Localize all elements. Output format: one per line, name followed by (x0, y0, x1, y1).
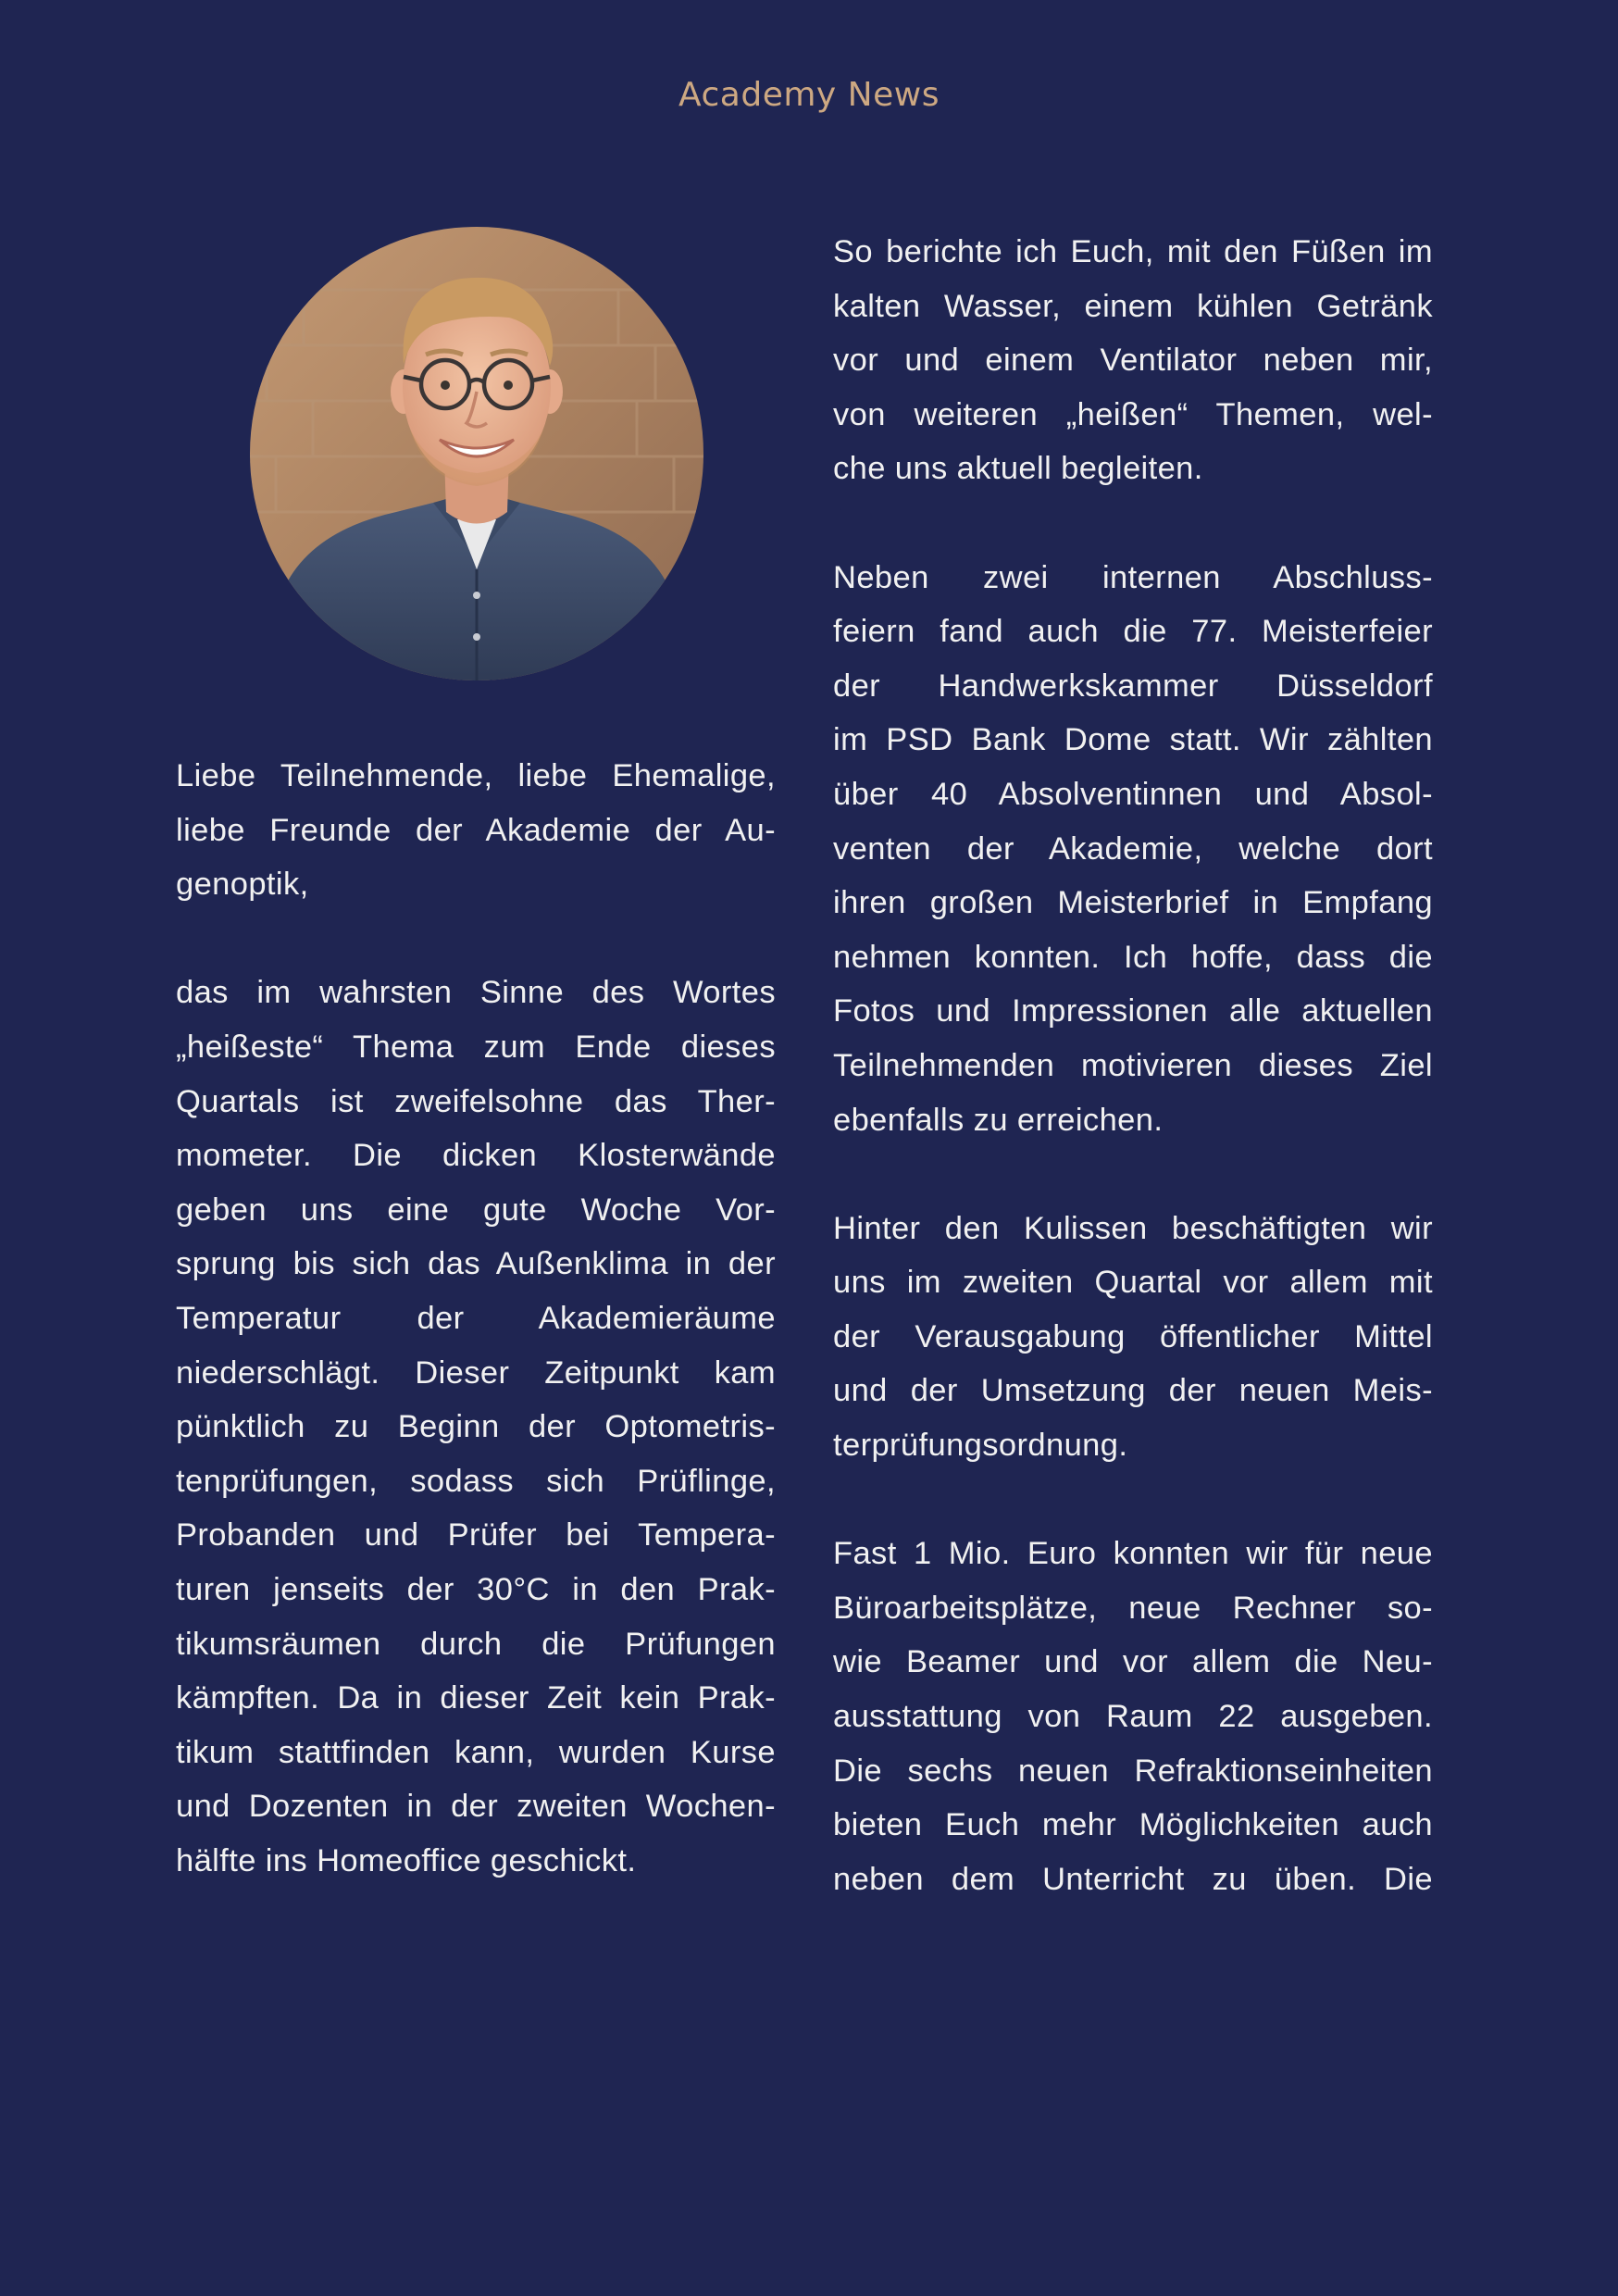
newsletter-title: Academy News (678, 76, 940, 114)
text-line: Neben zwei internen Abschluss- (833, 559, 1433, 595)
text-line: feiern fand auch die 77. Meisterfeier (833, 614, 1433, 650)
text-line: Die sechs neuen Refraktionseinheiten (833, 1753, 1433, 1789)
text-line: kalten Wasser, einem kühlen Getränk (833, 288, 1433, 324)
text-line: So berichte ich Euch, mit den Füßen im (833, 234, 1433, 269)
text-line: che uns aktuell begleiten. (833, 451, 1203, 487)
text-line: und der Umsetzung der neuen Meis- (833, 1373, 1433, 1409)
text-line: geben uns eine gute Woche Vor- (176, 1192, 776, 1228)
text-line: turen jenseits der 30°C in den Prak- (176, 1571, 776, 1607)
text-line: nehmen konnten. Ich hoffe, dass die (833, 939, 1433, 975)
text-line: pünktlich zu Beginn der Optometris- (176, 1409, 776, 1445)
paragraph (833, 551, 1433, 1148)
text-line: tikumsräumen durch die Prüfungen (176, 1626, 776, 1662)
text-line: Liebe Teilnehmende, liebe Ehemalige, (176, 758, 776, 793)
text-line: im PSD Bank Dome statt. Wir zählten (833, 722, 1433, 758)
text-line: uns im zweiten Quartal vor allem mit (833, 1265, 1433, 1301)
right-text-column (833, 225, 1433, 1961)
text-line: tikum stattfinden kann, wurden Kurse (176, 1734, 776, 1770)
text-line: von weiteren „heißen“ Themen, wel- (833, 396, 1433, 432)
text-line: Büroarbeitsplätze, neue Rechner so- (833, 1590, 1433, 1626)
text-line: tenprüfungen, sodass sich Prüflinge, (176, 1463, 776, 1499)
paragraph (833, 1202, 1433, 1473)
text-line: neben dem Unterricht zu üben. Die (833, 1861, 1433, 1897)
text-line: wie Beamer und vor allem die Neu- (833, 1644, 1433, 1680)
text-line: sprung bis sich das Außenklima in der (176, 1246, 776, 1282)
text-line: Temperatur der Akademieräume (176, 1300, 776, 1336)
text-line: Teilnehmenden motivieren dieses Ziel (833, 1047, 1433, 1083)
text-line: genoptik, (176, 867, 309, 903)
text-line: bieten Euch mehr Möglichkeiten auch (833, 1807, 1433, 1843)
text-line: der Verausgabung öffentlicher Mittel (833, 1318, 1433, 1354)
paragraph (833, 225, 1433, 496)
text-line: kämpften. Da in dieser Zeit kein Prak- (176, 1680, 776, 1716)
text-line: Probanden und Prüfer bei Tempera- (176, 1517, 776, 1554)
portrait-photo-icon (248, 225, 705, 682)
text-line: ausstattung von Raum 22 ausgeben. (833, 1699, 1433, 1735)
paragraph (176, 966, 776, 1888)
text-line: ihren großen Meisterbrief in Empfang (833, 885, 1433, 921)
text-line: liebe Freunde der Akademie der Au- (176, 812, 776, 848)
text-line: „heißeste“ Thema zum Ende dieses (176, 1029, 776, 1065)
paragraph (833, 1527, 1433, 1906)
text-line: niederschlägt. Dieser Zeitpunkt kam (176, 1354, 776, 1391)
text-line: Quartals ist zweifelsohne das Ther- (176, 1083, 776, 1119)
text-line: Fotos und Impressionen alle aktuellen (833, 993, 1433, 1029)
text-line: und Dozenten in der zweiten Wochen- (176, 1789, 776, 1825)
text-line: über 40 Absolventinnen und Absol- (833, 776, 1433, 812)
left-text-column (176, 749, 776, 1942)
text-line: hälfte ins Homeoffice geschickt. (176, 1842, 637, 1878)
text-line: Hinter den Kulissen beschäftigten wir (833, 1210, 1433, 1246)
text-line: terprüfungsordnung. (833, 1428, 1128, 1464)
paragraph (176, 749, 776, 912)
text-line: ebenfalls zu erreichen. (833, 1102, 1164, 1138)
text-line: Fast 1 Mio. Euro konnten wir für neue (833, 1536, 1433, 1572)
text-line: das im wahrsten Sinne des Wortes (176, 975, 776, 1011)
text-line: venten der Akademie, welche dort (833, 830, 1433, 867)
text-line: mometer. Die dicken Klosterwände (176, 1138, 776, 1174)
text-line: vor und einem Ventilator neben mir, (833, 343, 1433, 379)
text-line: der Handwerkskammer Düsseldorf (833, 668, 1433, 704)
